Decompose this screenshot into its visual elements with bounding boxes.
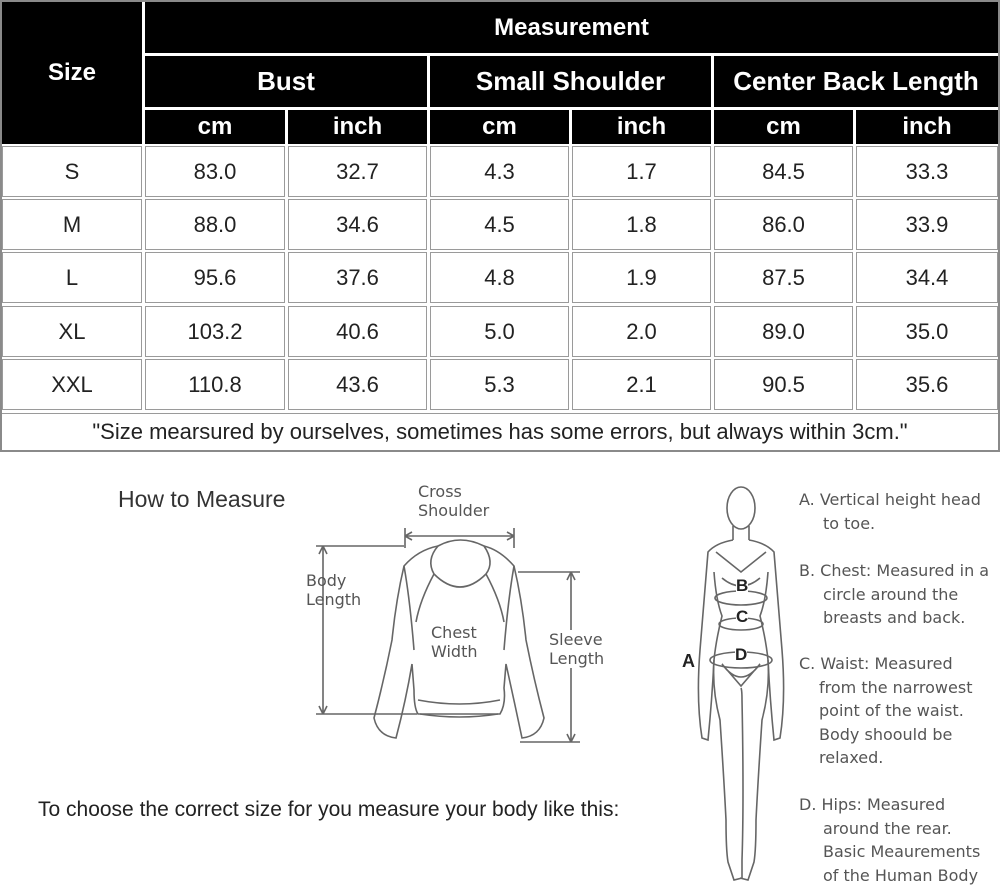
measurement-cell: 2.0 <box>572 306 711 357</box>
measurement-cell: 89.0 <box>714 306 853 357</box>
legend-d-line4: of the Human Body <box>823 865 979 885</box>
group-header-bust: Bust <box>145 56 427 107</box>
sleeve-length-label <box>549 630 604 668</box>
measurement-cell: 40.6 <box>288 306 427 357</box>
measurement-cell: 83.0 <box>145 146 285 197</box>
legend-c-line4: Body shoould be <box>819 724 953 744</box>
unit-header-shoulder-cm: cm <box>430 110 569 144</box>
measurement-cell: 5.0 <box>430 306 569 357</box>
body-figure-diagram <box>690 476 800 891</box>
legend-c-line3: point of the waist. <box>819 701 964 720</box>
measurement-header: Measurement <box>145 2 998 53</box>
legend-d-line2: around the rear. <box>823 818 952 838</box>
measurement-cell: 1.8 <box>572 199 711 250</box>
sweater-diagram <box>300 480 620 760</box>
body-marker-a: A <box>682 651 695 671</box>
measurement-cell: 35.6 <box>856 359 998 410</box>
legend-b <box>799 559 989 630</box>
how-to-measure-title: How to Measure <box>118 486 286 512</box>
measurement-cell: 110.8 <box>145 359 285 410</box>
unit-header-back-length-cm: cm <box>714 110 853 144</box>
measurement-cell: 84.5 <box>714 146 853 197</box>
legend-d <box>799 793 980 887</box>
measurement-cell: 34.6 <box>288 199 427 250</box>
measurement-cell: 90.5 <box>714 359 853 410</box>
measurement-cell: 1.9 <box>572 252 711 303</box>
body-marker-d: D <box>735 645 748 664</box>
measure-instruction: To choose the correct size for you measure your body like this: <box>38 798 620 821</box>
measurement-cell: 95.6 <box>145 252 285 303</box>
size-cell: XXL <box>2 359 142 410</box>
body-length-label-line1: Body <box>306 571 347 590</box>
body-marker-c: C <box>736 607 749 626</box>
sleeve-length-label-line2: Length <box>549 649 605 668</box>
measurement-cell: 88.0 <box>145 199 285 250</box>
measurement-cell: 4.8 <box>430 252 569 303</box>
legend-c-line1: C. Waist: Measured <box>799 654 953 673</box>
cross-shoulder-label-line2: Shoulder <box>418 501 490 520</box>
legend-d-line1: D. Hips: Measured <box>799 795 946 814</box>
measurement-cell: 33.3 <box>856 146 998 197</box>
unit-header-bust-cm: cm <box>145 110 285 144</box>
unit-header-shoulder-inch: inch <box>572 110 711 144</box>
legend-a-line2: to toe. <box>823 513 876 533</box>
measurement-cell: 86.0 <box>714 199 853 250</box>
legend-b-line3: breasts and back. <box>823 608 966 627</box>
body-marker-b: B <box>736 576 749 595</box>
group-header-small-shoulder: Small Shoulder <box>430 56 711 107</box>
measurement-cell: 2.1 <box>572 359 711 410</box>
measurement-cell: 43.6 <box>288 359 427 410</box>
cross-shoulder-label-line1: Cross <box>418 482 462 501</box>
measurement-cell: 32.7 <box>288 146 427 197</box>
measurement-cell: 103.2 <box>145 306 285 357</box>
cross-shoulder-label <box>418 482 489 520</box>
legend-b-line1: B. Chest: Measured in a <box>799 561 990 580</box>
unit-header-back-length-inch: inch <box>856 110 998 144</box>
measurement-cell: 35.0 <box>856 306 998 357</box>
legend-d-line3: Basic Meaurements <box>823 842 981 861</box>
body-length-label-line2: Length <box>306 590 362 609</box>
size-header: Size <box>2 2 142 144</box>
measurement-cell: 5.3 <box>430 359 569 410</box>
measurement-cell: 34.4 <box>856 252 998 303</box>
legend-b-line2: circle around the <box>823 584 959 604</box>
table-note: "Size mearsured by ourselves, sometimes has some errors, but always within 3cm." <box>2 413 998 450</box>
legend-a-line1: A. Vertical height head <box>799 490 981 509</box>
body-length-label <box>306 571 361 609</box>
size-cell: M <box>2 199 142 250</box>
measurement-cell: 33.9 <box>856 199 998 250</box>
legend-c <box>799 652 972 770</box>
measurement-cell: 1.7 <box>572 146 711 197</box>
group-header-center-back-length: Center Back Length <box>714 56 998 107</box>
chest-width-label <box>431 623 477 661</box>
sleeve-length-label-line1: Sleeve <box>549 630 603 649</box>
legend-c-line5: relaxed. <box>819 748 884 767</box>
measurement-cell: 37.6 <box>288 252 427 303</box>
measurement-cell: 4.5 <box>430 199 569 250</box>
unit-header-bust-inch: inch <box>288 110 427 144</box>
size-cell: S <box>2 146 142 197</box>
chest-width-label-line2: Width <box>431 642 478 661</box>
chest-width-label-line1: Chest <box>431 623 477 642</box>
size-cell: XL <box>2 306 142 357</box>
measurement-cell: 4.3 <box>430 146 569 197</box>
size-cell: L <box>2 252 142 303</box>
legend-a <box>799 488 981 535</box>
legend-c-line2: from the narrowest <box>819 677 973 697</box>
measurement-cell: 87.5 <box>714 252 853 303</box>
